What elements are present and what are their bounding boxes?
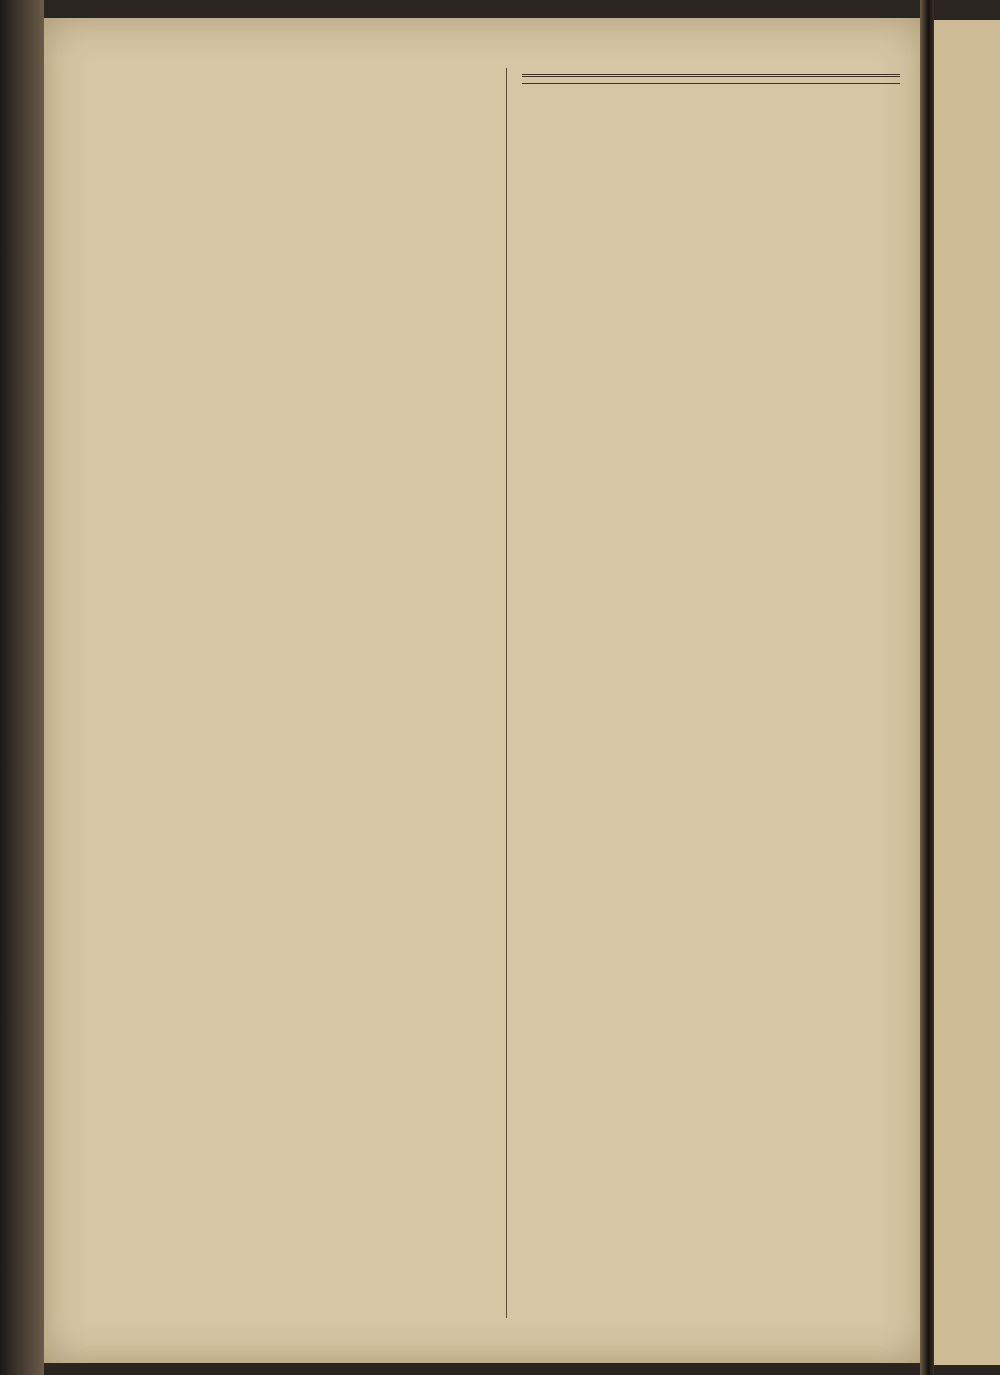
book-spine-edge (0, 0, 44, 1375)
next-page-fragment (934, 20, 1000, 1365)
next-page-text (934, 20, 1000, 26)
column-divider (506, 68, 507, 1318)
right-column (522, 68, 900, 1318)
section-rule (522, 74, 900, 77)
left-column (66, 68, 498, 1318)
newspaper-page (44, 18, 924, 1363)
section-rule (522, 83, 900, 84)
book-gutter (920, 0, 934, 1375)
